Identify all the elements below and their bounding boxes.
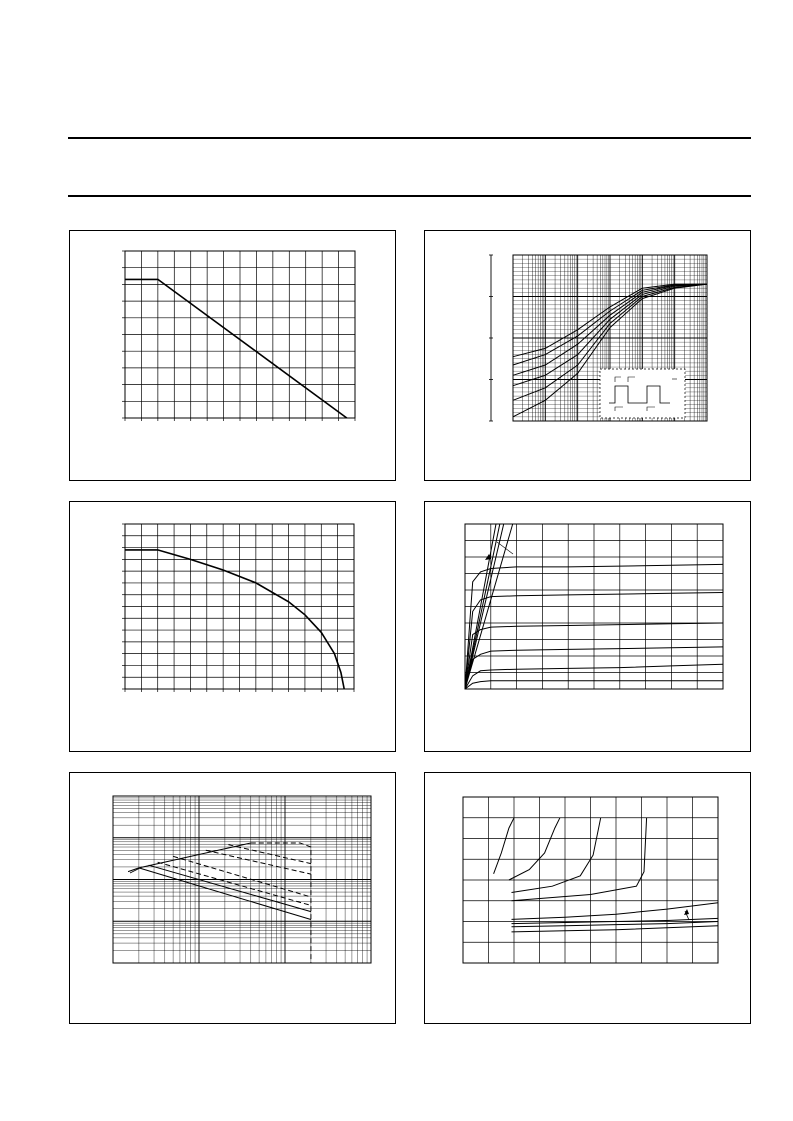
series-line-2	[509, 818, 560, 880]
grid	[122, 251, 355, 421]
figure-panel-1	[69, 230, 396, 481]
series-line-3	[512, 818, 601, 893]
figure-panel-3	[69, 501, 396, 752]
header-rule-top	[68, 137, 751, 139]
derating-chart-1	[70, 231, 397, 482]
series-line-7	[512, 922, 719, 927]
header-rule-bottom	[68, 195, 751, 197]
output-characteristics-chart	[425, 502, 752, 753]
grid	[465, 524, 723, 689]
grid	[463, 797, 718, 963]
figure-panel-4	[424, 501, 751, 752]
on-resistance-chart	[425, 773, 752, 1025]
series-line-1	[494, 818, 514, 874]
pulse-inset	[600, 369, 685, 418]
grid	[113, 796, 371, 963]
series-line-1	[125, 279, 347, 418]
series-line-1	[139, 843, 251, 868]
series-line-5	[173, 856, 311, 897]
figure-panel-6	[424, 772, 751, 1024]
arrow-marker	[684, 909, 689, 915]
series-line-8	[512, 926, 719, 932]
safe-operating-area-chart	[70, 773, 397, 1025]
derating-chart-2	[70, 502, 397, 753]
figure-panel-5	[69, 772, 396, 1024]
thermal-impedance-chart	[425, 231, 752, 482]
figure-panel-2	[424, 230, 751, 481]
series-line-7	[228, 845, 311, 864]
